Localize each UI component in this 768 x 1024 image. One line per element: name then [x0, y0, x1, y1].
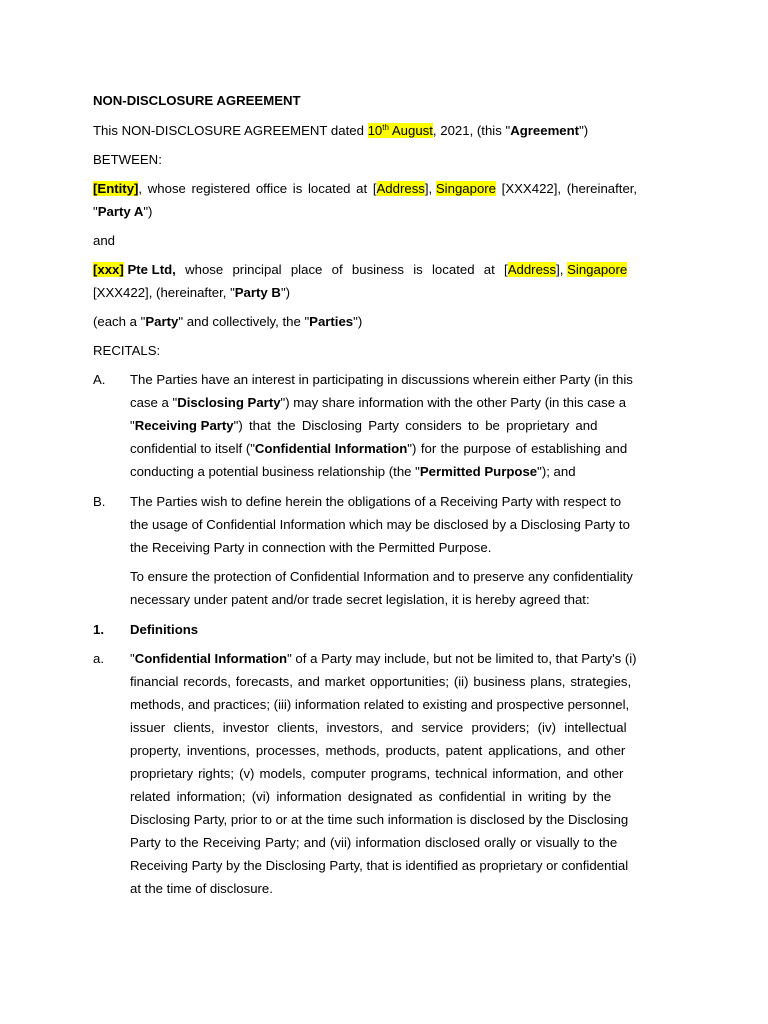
recital-text: case a " — [130, 395, 178, 410]
recital-a-line-4 — [130, 441, 627, 457]
recital-label: A. — [93, 372, 106, 387]
party-a-text: [XXX422], (hereinafter, — [496, 181, 638, 196]
defined-term: Receiving Party — [134, 418, 234, 433]
party-a-line-1 — [93, 181, 675, 197]
clause-a-line-7 — [130, 789, 611, 805]
defined-term: Party B — [234, 285, 281, 300]
recital-a-line-3 — [130, 418, 597, 434]
ensure-text: necessary under patent and/or trade secret legislation, it is hereby agreed that: — [130, 592, 590, 607]
party-b-pte: Pte Ltd, — [123, 262, 176, 277]
clause-a-line-4 — [130, 720, 627, 736]
party-b-singapore: Singapore — [567, 262, 628, 277]
party-b-text: ") — [280, 285, 291, 300]
defined-term: Permitted Purpose — [419, 464, 538, 479]
party-a-text: " — [93, 204, 98, 219]
party-b-line-1 — [93, 262, 627, 278]
clause-text: proprietary rights; (v) models, computer programs, technical information, and other — [130, 766, 624, 781]
clause-a-line-8 — [130, 812, 628, 828]
parties-text: (each a " — [93, 314, 146, 329]
recital-text: "); and — [537, 464, 576, 479]
party-b-text: whose principal place of business is located at [ — [175, 262, 508, 277]
party-a-text: , whose registered office is located at [ — [138, 181, 377, 196]
section-number: 1. — [93, 622, 104, 637]
date-suffix: th — [382, 123, 389, 132]
recital-a-label — [93, 372, 105, 388]
clause-a-line-1 — [130, 651, 637, 667]
recital-text: ") may share information with the other Party (in this case a — [280, 395, 627, 410]
clause-label: a. — [93, 651, 104, 666]
recital-text: conducting a potential business relationship (the " — [130, 464, 420, 479]
defined-term: Confidential Information — [134, 651, 288, 666]
clause-text: " of a Party may include, but not be limited to, that Party's (i) — [287, 651, 637, 666]
parties-text: ") — [353, 314, 363, 329]
party-a-text: ], — [424, 181, 436, 196]
section-heading: Definitions — [130, 622, 199, 637]
parties-text: " and collectively, the " — [178, 314, 310, 329]
clause-text: issuer clients, investor clients, investors, and service providers; (iv) intellectual — [130, 720, 627, 735]
and-label — [93, 233, 115, 249]
party-a-singapore: Singapore — [435, 181, 497, 196]
recital-b-label — [93, 494, 105, 510]
party-b-xxx: [xxx] — [93, 262, 124, 277]
between-text: BETWEEN: — [93, 152, 162, 167]
defined-term: Party A — [97, 204, 144, 219]
clause-text: Receiving Party by the Disclosing Party, that is identified as proprietary or confidential — [130, 858, 629, 873]
defined-term: Disclosing Party — [177, 395, 281, 410]
recital-text: The Parties have an interest in participating in discussions wherein either Party (in this — [130, 372, 633, 387]
recital-a-line-5 — [130, 464, 576, 480]
recitals-label — [93, 343, 160, 359]
party-a-entity-wrap — [93, 181, 637, 197]
recital-text: the Receiving Party in connection with the Permitted Purpose. — [130, 540, 492, 555]
party-a-line-2 — [93, 204, 152, 220]
defined-term: Confidential Information — [254, 441, 408, 456]
recital-b-line-3 — [130, 540, 491, 556]
clause-text: Party to the Receiving Party; and (vii) information disclosed orally or visually to the — [130, 835, 618, 850]
preamble — [93, 123, 588, 139]
preamble-text: , 2021, (this " — [432, 123, 511, 138]
section-1-heading — [130, 622, 198, 638]
clause-a-line-5 — [130, 743, 625, 759]
recital-b-line-1 — [130, 494, 621, 510]
clause-a-line-9 — [130, 835, 617, 851]
parties-definition — [93, 314, 362, 330]
date-day: 10 — [367, 123, 383, 138]
defined-term: Parties — [309, 314, 354, 329]
clause-text: Disclosing Party, prior to or at the time such information is disclosed by the Disclosing — [130, 812, 629, 827]
party-a-entity: [Entity] — [93, 181, 139, 196]
between-label — [93, 152, 162, 168]
clause-a-line-2 — [130, 674, 631, 690]
clause-a-line-11 — [130, 881, 273, 897]
date-highlight — [368, 123, 433, 138]
preamble-text: ") — [579, 123, 589, 138]
clause-a-label — [93, 651, 104, 667]
title-text: NON-DISCLOSURE AGREEMENT — [93, 93, 301, 108]
recital-text: confidential to itself (" — [130, 441, 255, 456]
recitals-text: RECITALS: — [93, 343, 161, 358]
clause-text: related information; (vi) information designated as confidential in writing by the — [130, 789, 612, 804]
preamble-text: This NON-DISCLOSURE AGREEMENT dated — [93, 123, 368, 138]
defined-term: Party — [145, 314, 179, 329]
clause-a-line-3 — [130, 697, 629, 713]
clause-text: financial records, forecasts, and market opportunities; (ii) business plans, strategies, — [130, 674, 632, 689]
ensure-line-1 — [130, 569, 633, 585]
clause-text: at the time of disclosure. — [130, 881, 273, 896]
recital-text: the usage of Confidential Information which may be disclosed by a Disclosing Party to — [130, 517, 630, 532]
recital-b-line-2 — [130, 517, 630, 533]
recital-text: ") that the Disclosing Party considers to be proprietary and — [233, 418, 598, 433]
party-b-text: ], — [556, 262, 568, 277]
defined-term: Agreement — [510, 123, 580, 138]
ensure-text: To ensure the protection of Confidential Information and to preserve any confidentiality — [130, 569, 633, 584]
clause-text: property, inventions, processes, methods, products, patent applications, and other — [130, 743, 626, 758]
recital-label: B. — [93, 494, 106, 509]
and-text: and — [93, 233, 116, 248]
party-b-line-2 — [93, 285, 290, 301]
party-a-text: ") — [143, 204, 153, 219]
party-b-text: [XXX422], (hereinafter, " — [93, 285, 235, 300]
clause-a-line-6 — [130, 766, 623, 782]
date-month: August — [388, 123, 433, 138]
recital-a-line-2 — [130, 395, 626, 411]
recital-text: ") for the purpose of establishing and — [407, 441, 628, 456]
clause-text: " — [130, 651, 135, 666]
party-a-address: Address — [376, 181, 425, 196]
document-title — [93, 93, 301, 109]
clause-text: methods, and practices; (iii) information related to existing and prospective personnel, — [130, 697, 630, 712]
recital-text: " — [130, 418, 135, 433]
party-b-name — [93, 262, 176, 277]
ensure-line-2 — [130, 592, 590, 608]
section-1-number — [93, 622, 104, 638]
recital-text: The Parties wish to define herein the obligations of a Receiving Party with respect to — [130, 494, 622, 509]
party-b-address: Address — [507, 262, 557, 277]
clause-a-line-10 — [130, 858, 628, 874]
recital-a-line-1 — [130, 372, 633, 388]
